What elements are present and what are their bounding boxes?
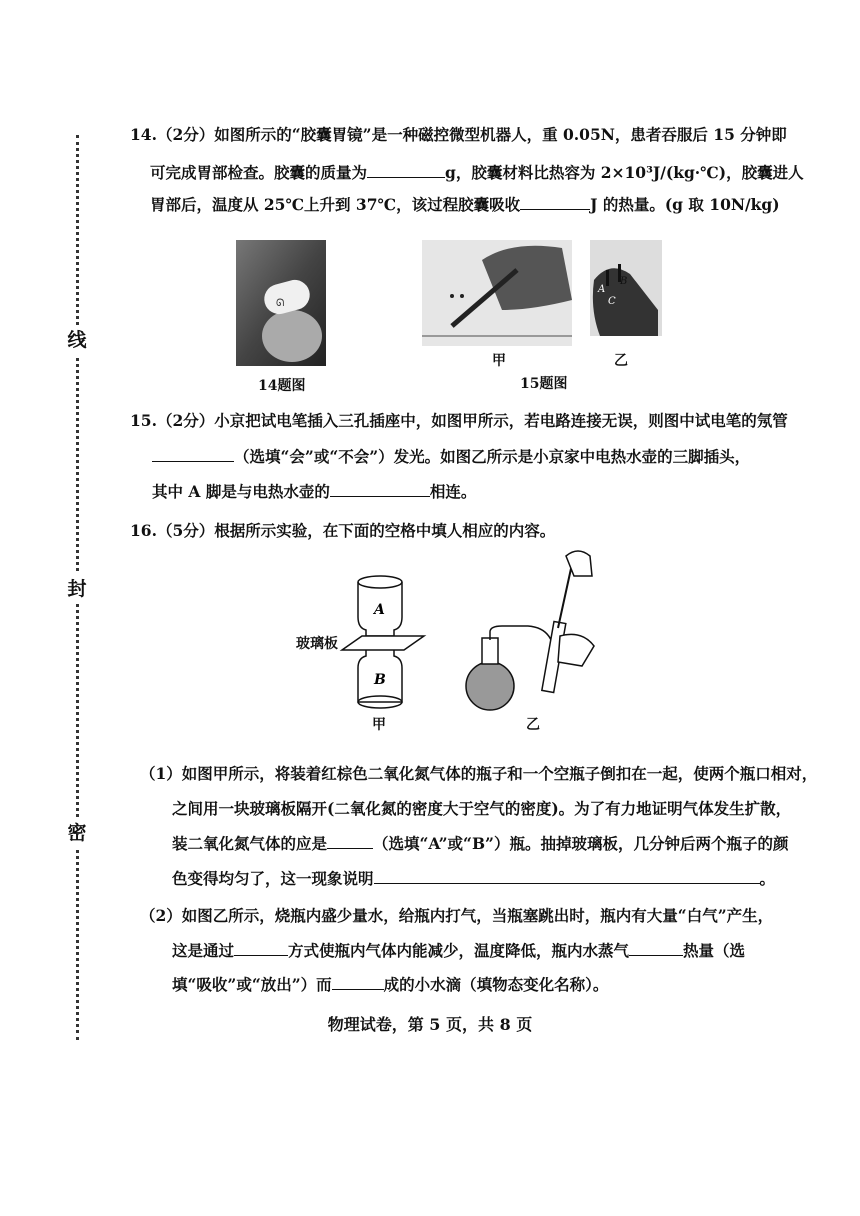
q14-text: J 的热量。(g 取 10N/kg) [590, 195, 780, 214]
page-footer: 物理试卷，第 5 页，共 8 页 [327, 1015, 533, 1034]
q16-p1-line2: 之间用一块玻璃板隔开(二氧化氮的密度大于空气的密度)。为了有力地证明气体发生扩散， [172, 799, 792, 818]
answer-blank[interactable] [367, 162, 445, 178]
capsule-photo [236, 240, 326, 366]
q16-text: 热量（选 [683, 941, 746, 960]
binding-char-xian: 线 [62, 325, 92, 355]
q15-line1: 15.（2分）小京把试电笔插入三孔插座中，如图甲所示，若电路连接无误，则图中试电笔的氖管 [130, 411, 788, 430]
flask-pump-diagram [462, 546, 612, 716]
q14-line2 [150, 162, 804, 184]
q16-text: 这是通过 [172, 941, 235, 960]
q16-line1: 16.（5分）根据所示实验，在下面的空格中填人相应的内容。 [130, 521, 556, 540]
plug-photo [590, 240, 662, 336]
answer-blank[interactable] [629, 940, 683, 956]
fig15-yi-label: 乙 [614, 353, 628, 369]
fig14-caption: 14题图 [258, 378, 306, 394]
answer-blank[interactable] [152, 446, 234, 462]
binding-char-mi: 密 [62, 818, 92, 848]
q14-line1: 14.（2分）如图所示的“胶囊胃镜”是一种磁控微型机器人，重 0.05N，患者吞服后 15 分钟即 [130, 125, 787, 144]
bottle-a-label: A [374, 602, 385, 618]
answer-blank[interactable] [332, 974, 384, 990]
fig15-caption: 15题图 [520, 376, 568, 392]
q16-p1-line4 [172, 868, 812, 890]
glass-plate-label: 玻璃板 [296, 636, 338, 652]
q16-text: 装二氧化氮气体的应是 [172, 834, 328, 853]
fig15-jia-label: 甲 [492, 353, 506, 369]
q16-text: （选填“A”或“B”）瓶。抽掉玻璃板，几分钟后两个瓶子的颜 [373, 834, 789, 853]
q15-text: 其中 A 脚是与电热水壶的 [152, 482, 330, 501]
q14-text: 可完成胃部检查。胶囊的质量为 [150, 163, 368, 182]
q16-text: 色变得均匀了，这一现象说明 [172, 869, 374, 888]
q16-p2-line1: （2）如图乙所示，烧瓶内盛少量水，给瓶内打气，当瓶塞跳出时，瓶内有大量“白气”产生， [140, 906, 774, 925]
bottle-b-label: B [374, 672, 386, 688]
q16-text: 方式使瓶内气体内能减少，温度降低，瓶内水蒸气 [288, 941, 630, 960]
answer-blank[interactable] [374, 868, 760, 884]
q15-text: （选填“会”或“不会”）发光。如图乙所示是小京家中电热水壶的三脚插头， [234, 447, 751, 466]
q14-line3 [150, 194, 790, 216]
q16-p2-line2 [172, 940, 812, 962]
plug-label-b: B [620, 276, 628, 287]
answer-blank[interactable] [520, 194, 590, 210]
binding-char-feng: 封 [62, 574, 92, 604]
q16-text: 填“吸收”或“放出”）而 [172, 975, 332, 994]
answer-blank[interactable] [327, 833, 373, 849]
fig16-yi-label: 乙 [526, 717, 540, 733]
answer-blank[interactable] [234, 940, 288, 956]
q14-text: 胃部后，温度从 25℃上升到 37℃，该过程胶囊吸收 [150, 195, 521, 214]
q16-text: 。 [759, 869, 776, 888]
q16-p1-line1: （1）如图甲所示，将装着红棕色二氧化氮气体的瓶子和一个空瓶子倒扣在一起，使两个瓶口相对， [140, 764, 818, 783]
svg-text:ᘏ: ᘏ [276, 298, 285, 309]
answer-blank[interactable] [330, 481, 430, 497]
fig16-jia-label: 甲 [372, 717, 386, 733]
q15-line2 [152, 446, 792, 468]
q15-text: 相连。 [429, 482, 477, 501]
plug-label-a: A [598, 284, 606, 295]
q16-p2-line3 [172, 974, 812, 996]
q16-text: 成的小水滴（填物态变化名称）。 [383, 975, 609, 994]
q14-text: g，胶囊材料比热容为 2×10³J/(kg·℃)，胶囊进人 [445, 163, 804, 182]
plug-label-c: C [608, 296, 616, 307]
q15-line3 [152, 481, 792, 503]
q16-p1-line3 [172, 833, 812, 855]
test-pen-photo [422, 240, 572, 346]
